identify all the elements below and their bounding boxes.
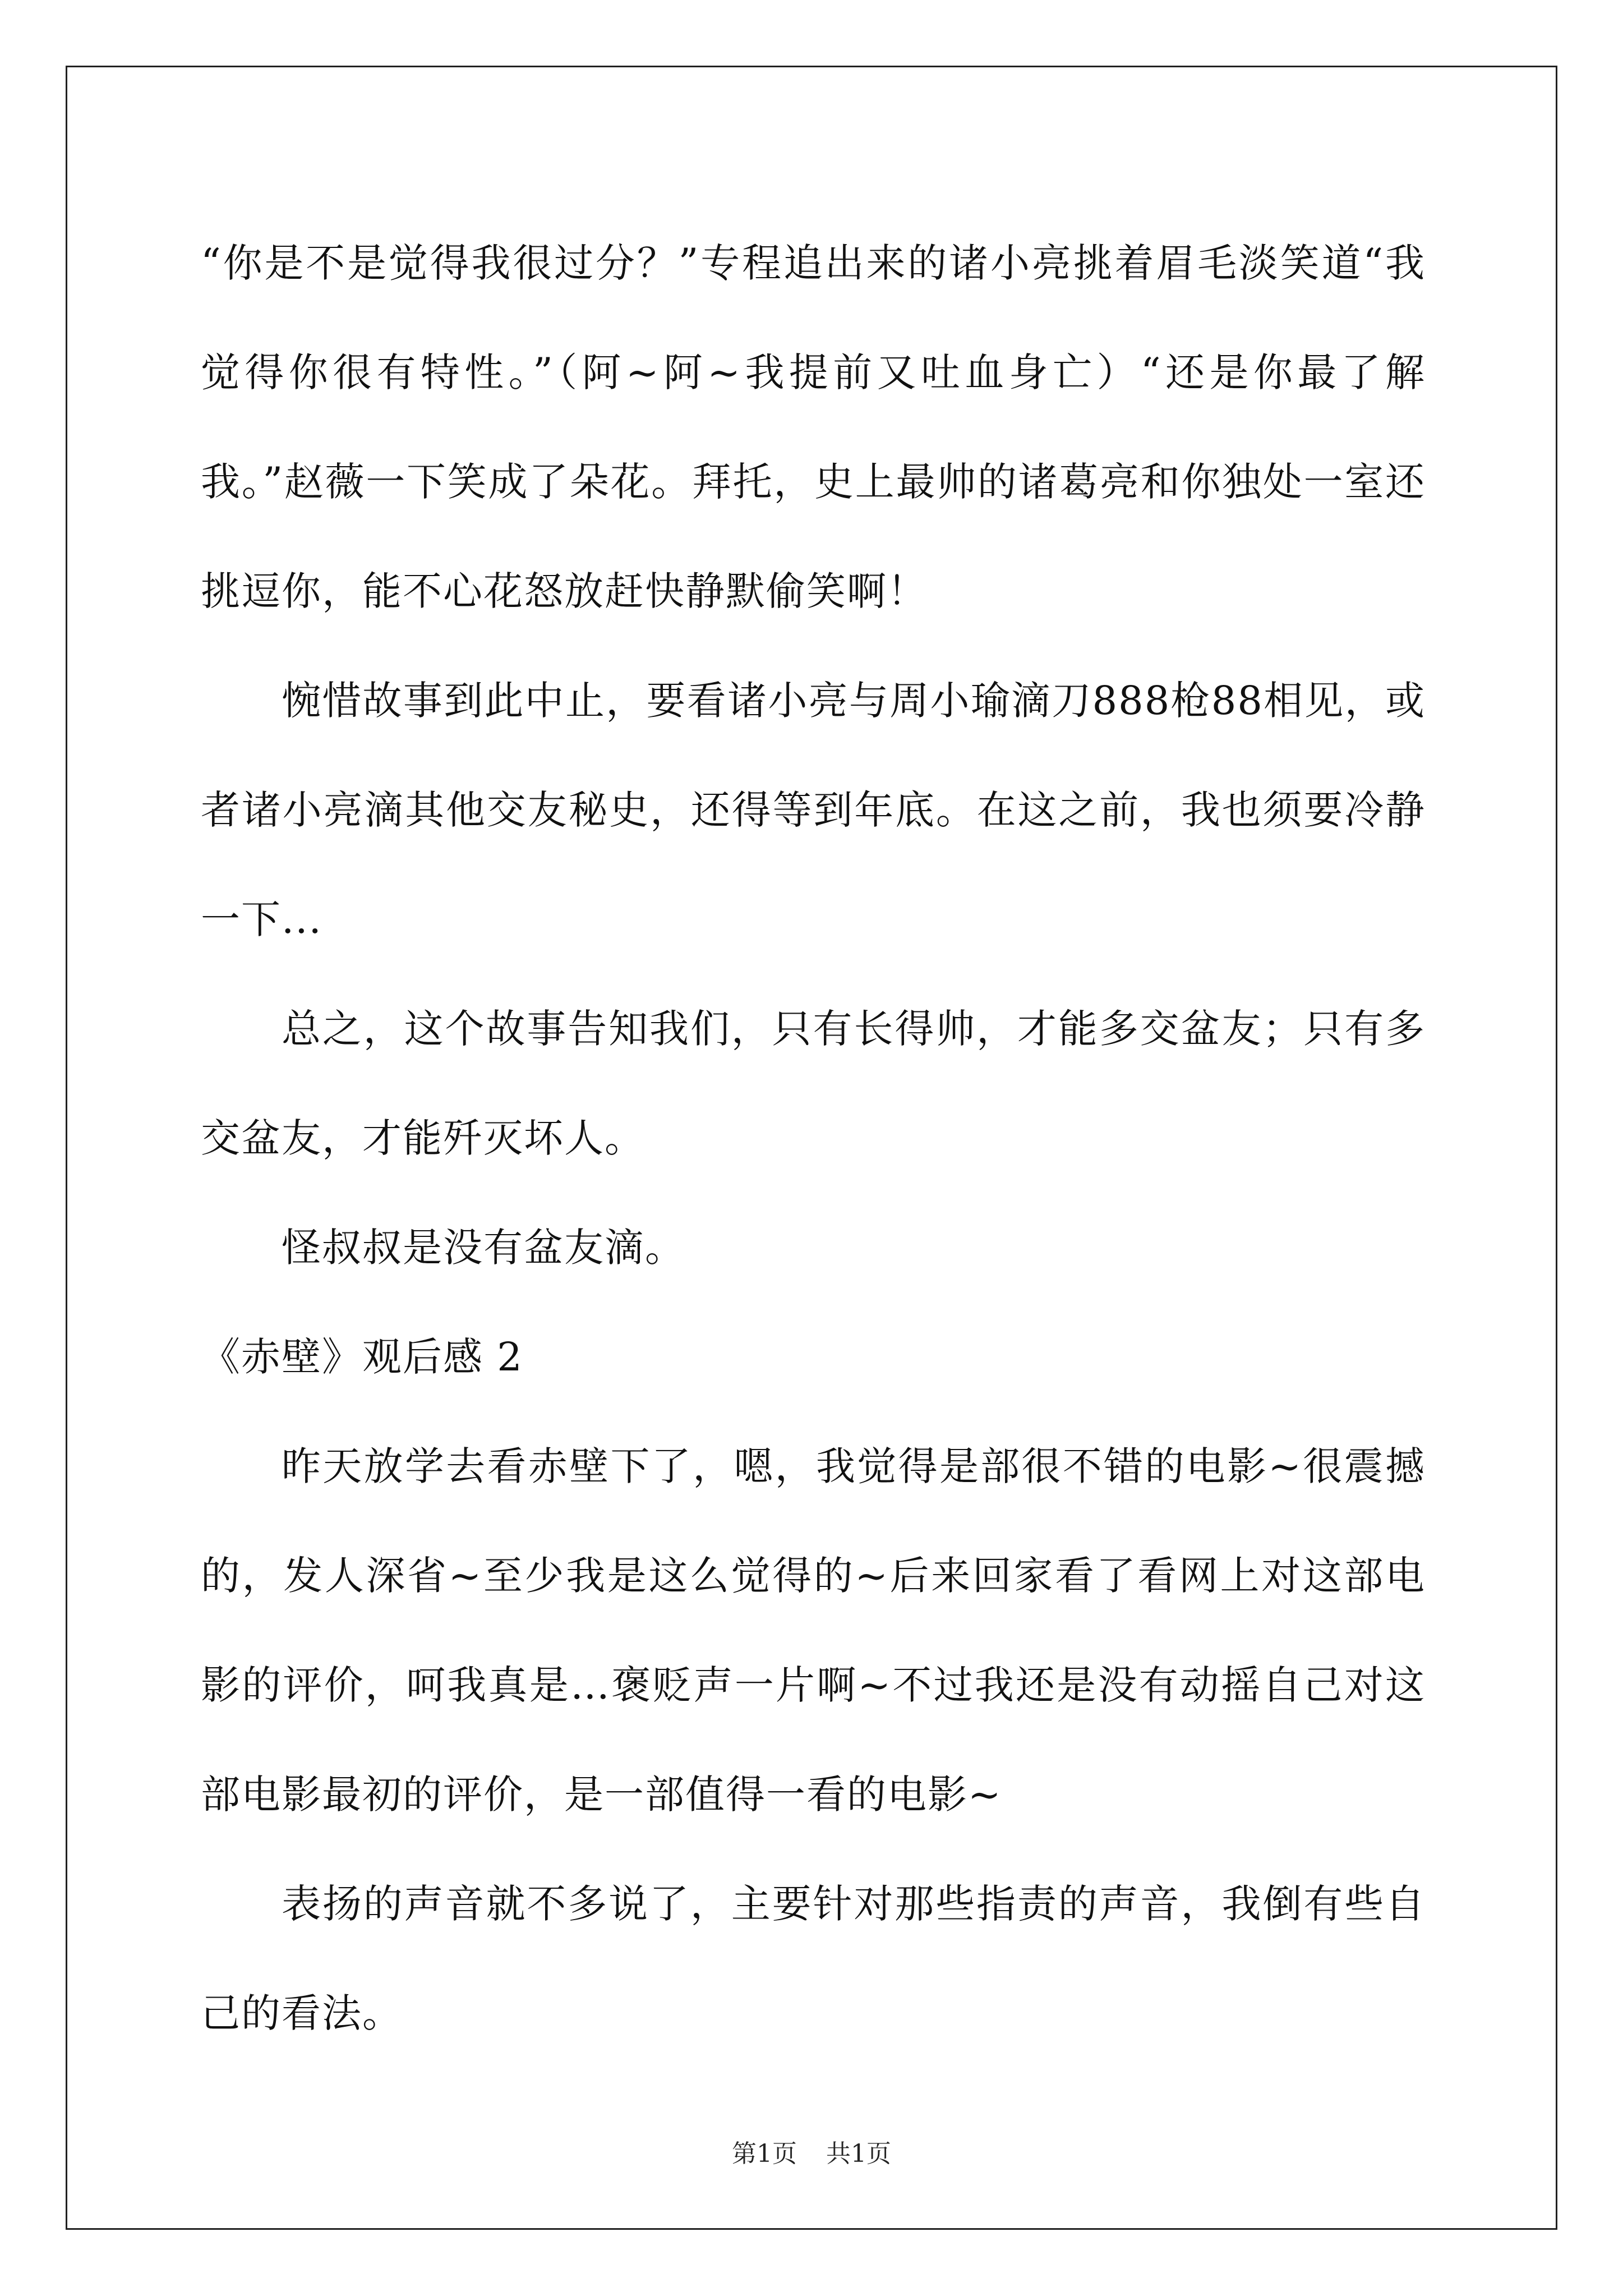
- document-body: [201, 209, 1426, 2068]
- paragraph-6: 表扬的声音就不多说了，主要针对那些指责的声音，我倒有些自己的看法。: [201, 1881, 1426, 2036]
- section-heading: 《赤壁》观后感 2: [201, 1334, 523, 1380]
- paragraph-5: 昨天放学去看赤壁下了，嗯，我觉得是部很不错的电影~很震撼的，发人深省~至少我是这么觉得的~后来回家看了看网上对这部电影的评价，呵我真是…褒贬声一片啊~不过我还是没有动摇自己对这部电影最初的评价，是一部值得一看的电影~: [201, 1443, 1426, 1818]
- paragraph-3: 总之，这个故事告知我们，只有长得帅，才能多交盆友；只有多交盆友，才能歼灭坏人。: [201, 1006, 1426, 1161]
- page-number: 第1页: [732, 2139, 797, 2168]
- paragraph-4: 怪叔叔是没有盆友滴。: [282, 1225, 685, 1271]
- paragraph-2: 惋惜故事到此中止，要看诸小亮与周小瑜滴刀888枪88相见，或者诸小亮滴其他交友秘史，还得等到年底。在这之前，我也须要冷静一下...: [201, 678, 1426, 942]
- page-footer: [0, 2137, 1623, 2171]
- page-total: 共1页: [826, 2139, 891, 2168]
- paragraph-1: “你是不是觉得我很过分？”专程追出来的诸小亮挑着眉毛淡笑道“我觉得你很有特性。”（阿~阿~我提前又吐血身亡）“还是你最了解我。”赵薇一下笑成了朵花。拜托，史上最帅的诸葛亮和你独处一室还挑逗你，能不心花怒放赶快静默偷笑啊！: [201, 240, 1426, 614]
